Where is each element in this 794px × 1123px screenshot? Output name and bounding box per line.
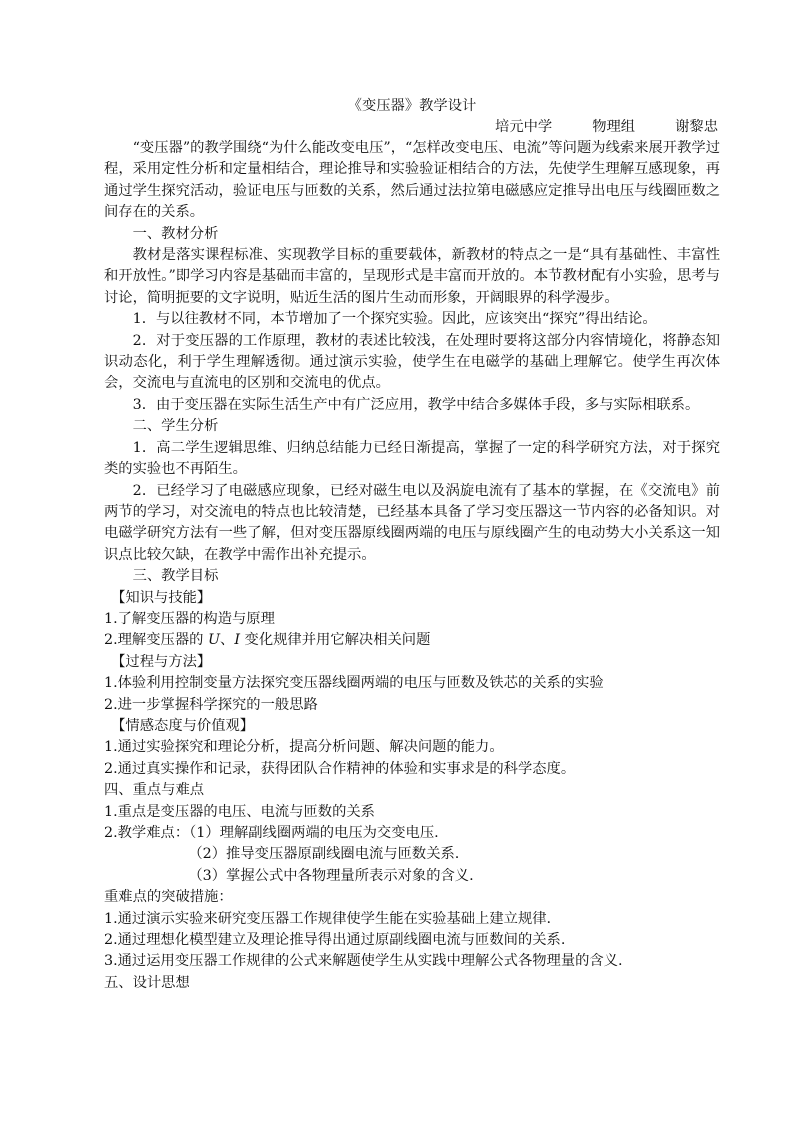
goal-emotion-1: 1.通过实验探究和理论分析，提高分析问题、解决问题的能力。 xyxy=(104,739,504,756)
textbook-paragraph: 教材是落实课程标准、实现教学目标的重要载体，新教材的特点之一是“具有基础性、丰富性和开放性。”即学习内容是基础而丰富的，呈现形式是丰富而开放的。本节教材配有小实验，思考与讨论，简明扼要的文字说明，贴近生活的图片生动而形象，开阔眼界的科学漫步。 xyxy=(104,247,720,306)
breakthrough-3: 3.通过运用变压器工作规律的公式来解题使学生从实践中理解公式各物理量的含义. xyxy=(104,953,623,970)
breakthrough-2: 2.通过理想化模型建立及理论推导得出通过原副线圈电流与匝数间的关系. xyxy=(104,932,566,949)
section-heading-textbook: 一、教材分析 xyxy=(132,225,219,242)
difficulty-2: （2）推导变压器原副线圈电流与匝数关系. xyxy=(188,846,460,863)
textbook-point-3: 3．由于变压器在实际生活生产中有广泛应用，教学中结合多媒体手段，多与实际相联系。 xyxy=(132,396,700,413)
goal-method-title: 【过程与方法】 xyxy=(111,653,212,670)
voltage-symbol: U xyxy=(207,632,221,649)
document-title: 《变压器》教学设计 xyxy=(347,98,477,114)
goal-method-2: 2.进一步掌握科学探究的一般思路 xyxy=(104,696,318,713)
students-point-2: 2．已经学习了电磁感应现象，已经对磁生电以及涡旋电流有了基本的掌握，在《交流电》前两节的学习，对交流电的特点也比较清楚，已经基本具备了学习变压器这一节内容的必备知识。对电磁学研究方法有一些了解，但对变压器原线圈两端的电压与原线圈产生的电动势大小关系这一知识点比较欠缺，在教学中需作出补充提示。 xyxy=(104,482,720,563)
goal-method-1: 1.体验利用控制变量方法探究变压器线圈两端的电压与匝数及铁芯的关系的实验 xyxy=(104,675,604,692)
current-symbol: I xyxy=(234,632,240,649)
breakthrough-1: 1.通过演示实验来研究变压器工作规律使学生能在实验基础上建立规律. xyxy=(104,910,552,927)
goal-knowledge-2: 2.理解变压器的 U、I 变化规律并用它解决相关问题 xyxy=(104,632,431,649)
goal-knowledge-1: 1.了解变压器的构造与原理 xyxy=(104,610,275,627)
section-heading-design: 五、设计思想 xyxy=(104,974,190,991)
textbook-point-1: 1．与以往教材不同，本节增加了一个探究实验。因此，应该突出“探究”得出结论。 xyxy=(132,311,657,328)
difficulty-1: 2.教学难点：（1）理解副线圈两端的电压为交变电压. xyxy=(104,825,439,841)
difficulty-3: （3）掌握公式中各物理量所表示对象的含义. xyxy=(188,867,474,884)
textbook-point-2: 2．对于变压器的工作原理，教材的表述比较浅，在处理时要将这部分内容情境化，将静态知识动态化，利于学生理解透彻。通过演示实验，使学生在电磁学的基础上理解它。使学生再次体会，交流电与直流电的区别和交流电的优点。 xyxy=(104,332,720,392)
author-line xyxy=(104,117,720,138)
author-name: 谢黎忠 xyxy=(675,119,718,135)
goal-knowledge-title: 【知识与技能】 xyxy=(111,589,212,606)
intro-paragraph: “变压器”的教学围绕“为什么能改变电压”，“怎样改变电压、电流”等问题为线索来展开教学过程，采用定性分析和定量相结合，理论推导和实验验证相结合的方法，先使学生理解互感现象，再通过学生探究活动，验证电压与匝数的关系，然后通过法拉第电磁感应定推导出电压与线圈匝数之间存在的关系。 xyxy=(104,140,720,221)
keypoint-1: 1.重点是变压器的电压、电流与匝数的关系 xyxy=(104,803,375,820)
goal-emotion-title: 【情感态度与价值观】 xyxy=(111,717,255,734)
section-heading-keypoints: 四、重点与难点 xyxy=(104,782,205,799)
section-heading-goals: 三、教学目标 xyxy=(132,568,219,585)
section-heading-students: 二、学生分析 xyxy=(132,418,219,435)
breakthrough-title: 重难点的突破措施： xyxy=(104,889,233,906)
school-name: 培元中学 xyxy=(495,119,553,135)
goal-emotion-2: 2.通过真实操作和记录，获得团队合作精神的体验和实事求是的科学态度。 xyxy=(104,760,576,777)
document-page xyxy=(104,96,720,994)
group-name: 物理组 xyxy=(592,119,636,135)
students-point-1: 1．高二学生逻辑思维、归纳总结能力已经日渐提高，掌握了一定的科学研究方法，对于探究类的实验也不再陌生。 xyxy=(104,439,720,478)
